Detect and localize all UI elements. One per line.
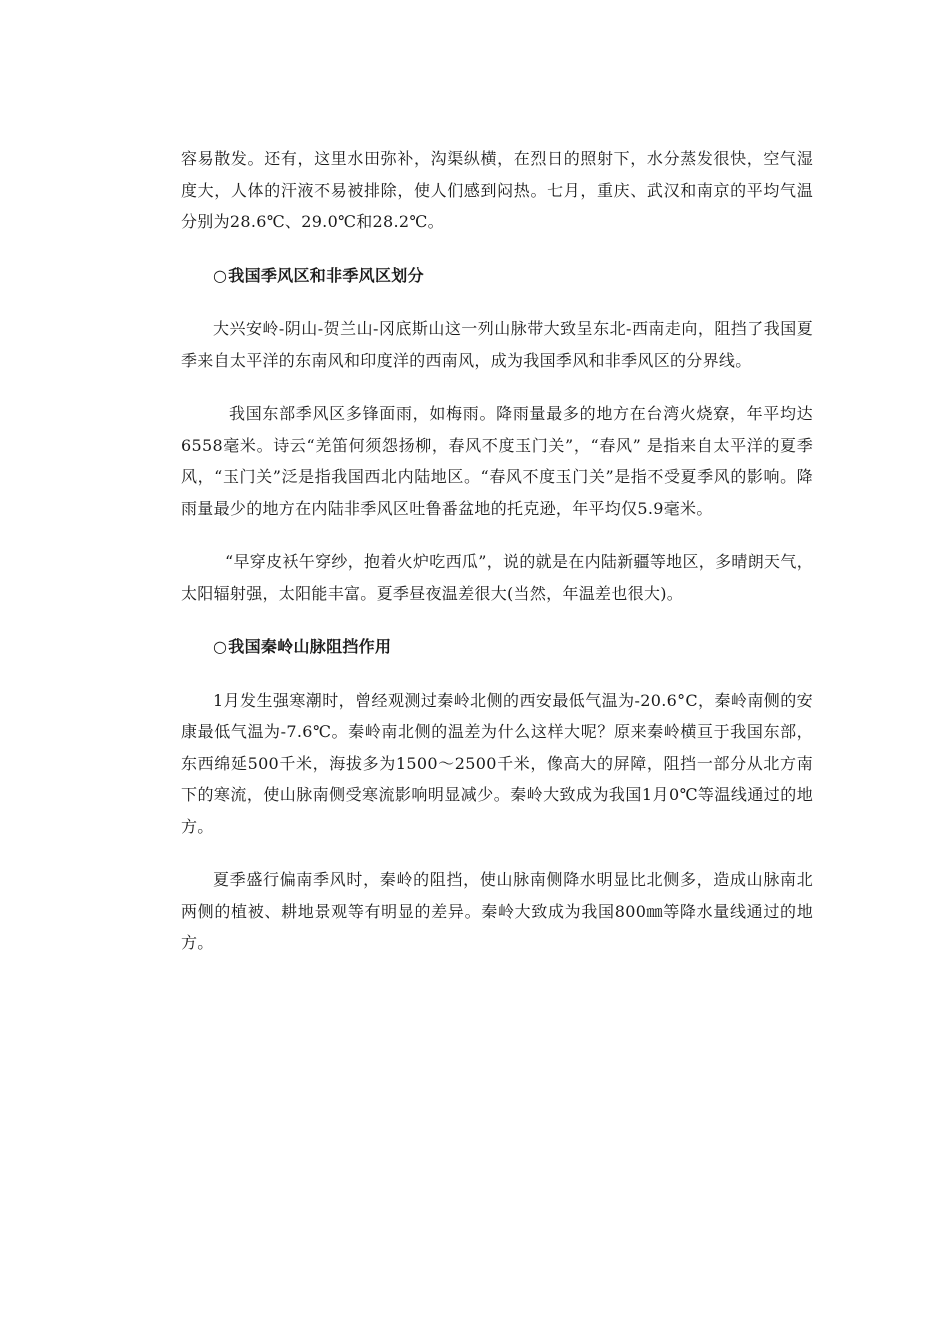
section-heading-monsoon-division <box>213 260 813 292</box>
paragraph-monsoon-boundary: 大兴安岭-阴山-贺兰山-冈底斯山这一列山脉带大致呈东北-西南走向，阻挡了我国夏季来自太平洋的东南风和印度洋的西南风，成为我国季风和非季风区的分界线。 <box>181 319 813 370</box>
paragraph-qinling-precipitation: 夏季盛行偏南季风时，秦岭的阻挡，使山脉南侧降水明显比北侧多，造成山脉南北两侧的植被、耕地景观等有明显的差异。秦岭大致成为我国800㎜等降水量线通过的地方。 <box>181 870 813 952</box>
section-heading-text: 我国季风区和非季风区划分 <box>228 265 424 285</box>
paragraph-rainfall: 我国东部季风区多锋面雨，如梅雨。降雨量最多的地方在台湾火烧寮，年平均达6558毫米。诗云“羌笛何须怨扬柳，春风不度玉门关”，“春风” 是指来自太平洋的夏季风，“玉门关”泛是指我国西北内陆地区。“春风不度玉门关”是指不受夏季风的影响。降雨量最少的地方在内陆非季风区吐鲁番盆地的托克逊，年平均仅5.9毫米。 <box>181 404 813 518</box>
section-heading-qinling <box>213 631 813 663</box>
document-page <box>181 143 813 981</box>
paragraph-qinling-temperature: 1月发生强寒潮时，曾经观测过秦岭北侧的西安最低气温为-20.6°C，秦岭南侧的安康最低气温为-7.6℃。秦岭南北侧的温差为什么这样大呢？原来秦岭横亘于我国东部，东西绵延500千米，海拔多为1500～2500千米，像高大的屏障，阻挡一部分从北方南下的寒流，使山脉南侧受寒流影响明显减少。秦岭大致成为我国1月0℃等温线通过的地方。 <box>181 690 813 836</box>
section-heading-text: 我国秦岭山脉阻挡作用 <box>228 637 392 656</box>
circle-bullet-icon: ○ <box>213 637 228 656</box>
paragraph-xinjiang-climate: “早穿皮袄午穿纱，抱着火炉吃西瓜”，说的就是在内陆新疆等地区，多晴朗天气，太阳辐射强，太阳能丰富。夏季昼夜温差很大(当然，年温差也很大)。 <box>181 552 813 603</box>
paragraph-humidity-continued: 容易散发。还有，这里水田弥补，沟渠纵横，在烈日的照射下，水分蒸发很快，空气湿度大，人体的汗液不易被排除，使人们感到闷热。七月，重庆、武汉和南京的平均气温分别为28.6℃、29.0℃和28.2℃。 <box>181 149 813 231</box>
circle-bullet-icon: ○ <box>213 265 228 285</box>
